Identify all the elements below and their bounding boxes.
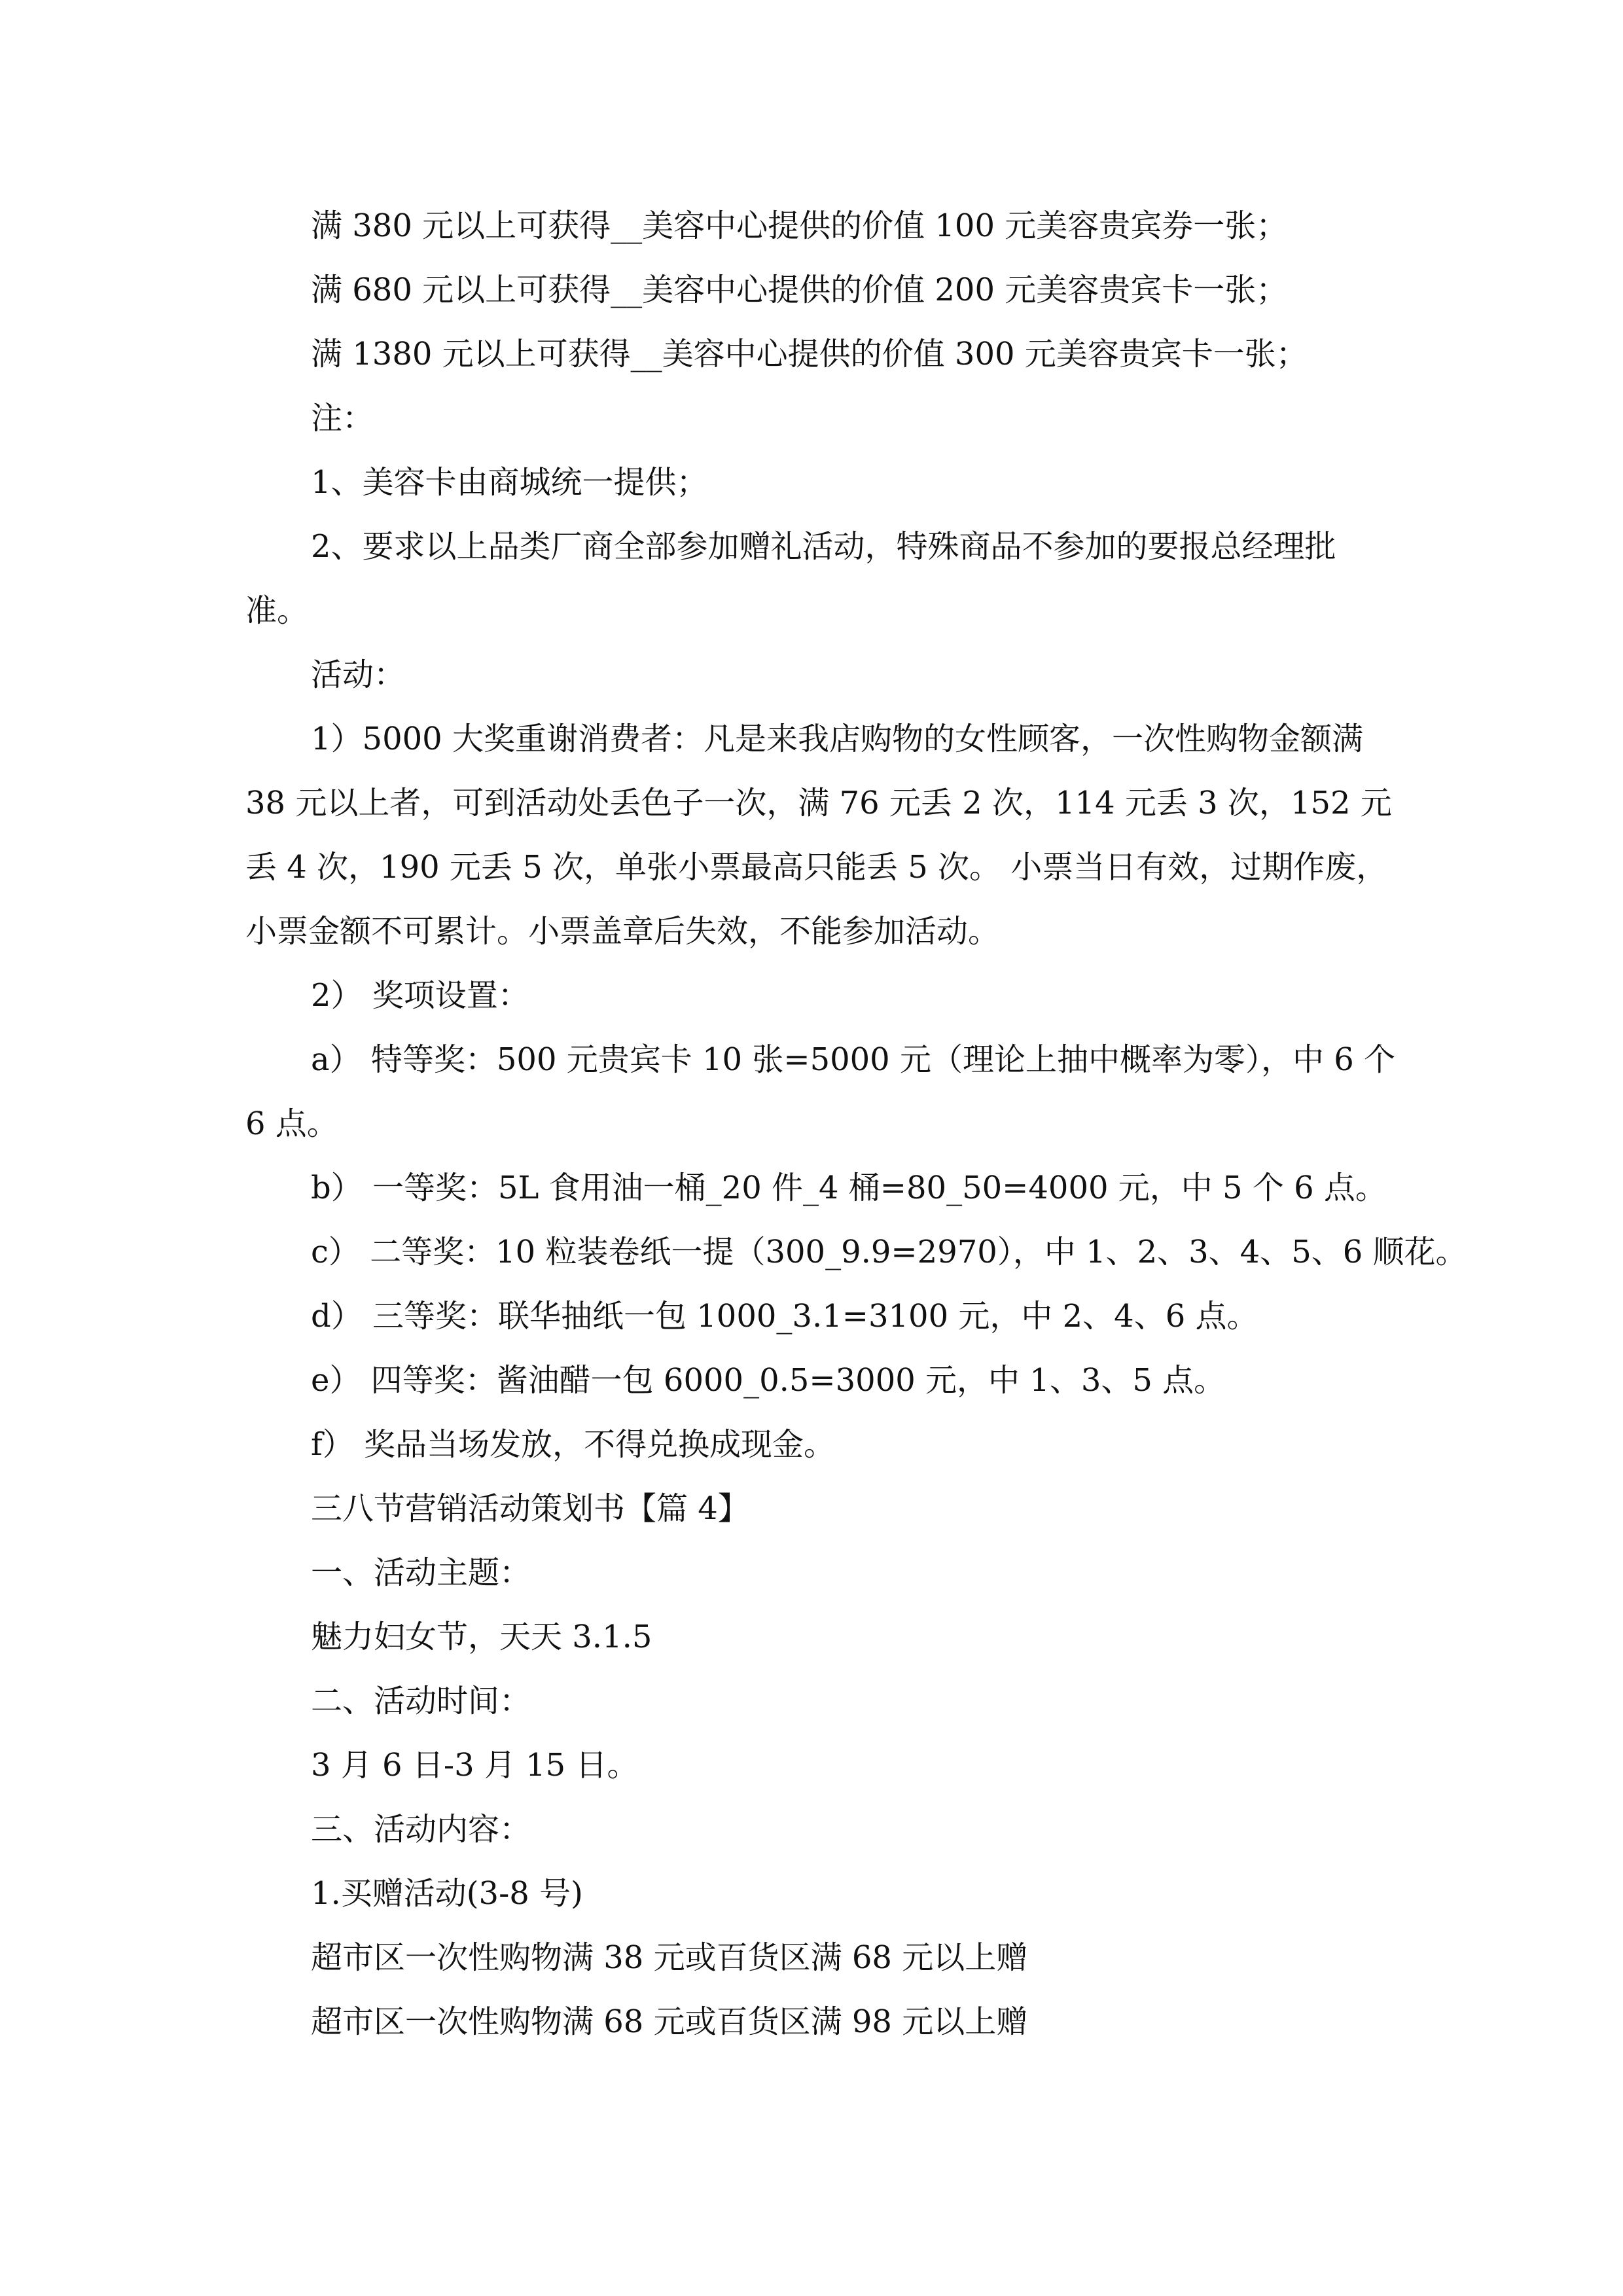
text-line: 3 月 6 日-3 月 15 日。 <box>311 1747 639 1784</box>
text-line: 2） 奖项设置： <box>311 977 529 1014</box>
text-line: 超市区一次性购物满 38 元或百货区满 68 元以上赠 <box>311 1939 1028 1976</box>
text-line: 2、要求以上品类厂商全部参加赠礼活动，特殊商品不参加的要报总经理批 <box>311 528 1336 565</box>
text-line: 二、活动时间： <box>311 1683 531 1719</box>
text-line: 1）5000 大奖重谢消费者：凡是来我店购物的女性顾客，一次性购物金额满 <box>311 721 1363 757</box>
text-line: 准。 <box>245 592 309 629</box>
text-line: 丢 4 次，190 元丢 5 次，单张小票最高只能丢 5 次。 小票当日有效，过期作废， <box>245 849 1388 886</box>
text-line: e） 四等奖：酱油醋一包 6000_0.5=3000 元，中 1、3、5 点。 <box>311 1362 1226 1399</box>
text-line: 超市区一次性购物满 68 元或百货区满 98 元以上赠 <box>311 2003 1028 2040</box>
section-heading: 三八节营销活动策划书【篇 4】 <box>311 1490 749 1527</box>
text-line: 1、美容卡由商城统一提供； <box>311 464 708 501</box>
text-line: 6 点。 <box>245 1105 338 1142</box>
text-line: b） 一等奖：5L 食用油一桶_20 件_4 桶=80_50=4000 元，中 5 个 6 点。 <box>311 1170 1387 1206</box>
text-line: 三、活动内容： <box>311 1811 531 1848</box>
text-line: 满 380 元以上可获得__美容中心提供的价值 100 元美容贵宾券一张； <box>311 207 1288 244</box>
text-line: 满 1380 元以上可获得__美容中心提供的价值 300 元美容贵宾卡一张； <box>311 336 1308 372</box>
text-line: f） 奖品当场发放，不得兑换成现金。 <box>311 1426 836 1463</box>
text-line: d） 三等奖：联华抽纸一包 1000_3.1=3100 元，中 2、4、6 点。 <box>311 1298 1258 1335</box>
text-line: 魅力妇女节，天天 3.1.5 <box>311 1619 652 1655</box>
text-line: 满 680 元以上可获得__美容中心提供的价值 200 元美容贵宾卡一张； <box>311 272 1288 308</box>
text-line: 活动： <box>311 656 406 693</box>
text-line: 1.买赠活动(3-8 号) <box>311 1875 583 1912</box>
text-line: c） 二等奖：10 粒装卷纸一提（300_9.9=2970），中 1、2、3、4、5、6 顺花。 <box>311 1234 1467 1270</box>
text-line: 注： <box>311 400 374 437</box>
text-line: 小票金额不可累计。小票盖章后失效，不能参加活动。 <box>245 913 1000 950</box>
text-line: 38 元以上者，可到活动处丢色子一次，满 76 元丢 2 次，114 元丢 3 次，152 元 <box>245 785 1392 821</box>
text-line: 一、活动主题： <box>311 1554 531 1591</box>
text-line: a） 特等奖：500 元贵宾卡 10 张=5000 元（理论上抽中概率为零），中 6 个 <box>311 1041 1396 1078</box>
document-body <box>245 194 1467 2054</box>
